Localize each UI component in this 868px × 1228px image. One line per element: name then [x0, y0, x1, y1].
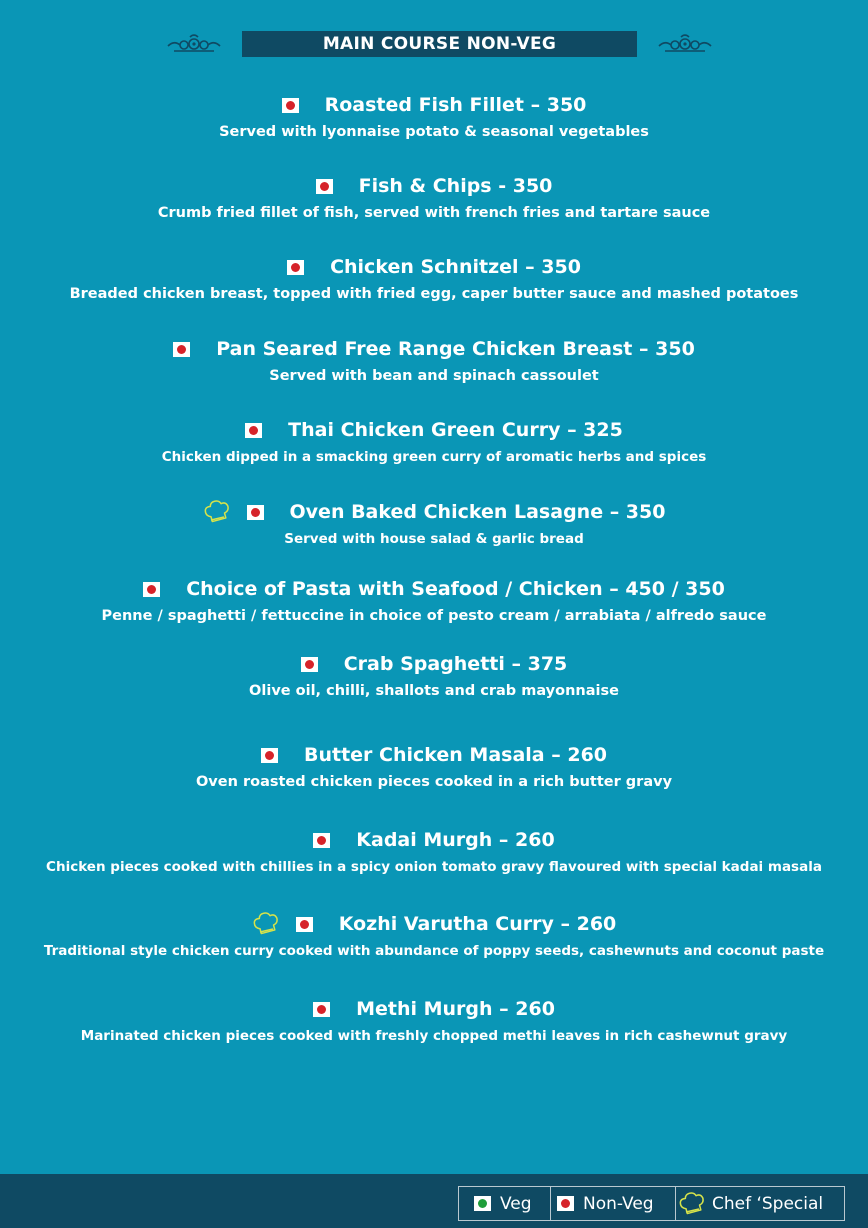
item-description: Chicken dipped in a smacking green curry of aromatic herbs and spices — [161, 449, 707, 465]
item-name: Roasted Fish Fillet – 350 — [324, 94, 587, 116]
non-veg-icon — [282, 98, 299, 113]
page-header — [0, 31, 868, 57]
item-name: Fish & Chips - 350 — [358, 175, 553, 197]
item-name: Chicken Schnitzel – 350 — [330, 256, 581, 278]
non-veg-icon — [247, 505, 264, 520]
legend-chef-special-label: Chef ‘Special — [712, 1193, 824, 1214]
non-veg-icon — [301, 657, 318, 672]
page-title: MAIN COURSE NON-VEG — [322, 34, 557, 54]
non-veg-icon — [313, 1002, 330, 1017]
menu-item — [0, 335, 868, 384]
item-description: Penne / spaghetti / fettuccine in choice of pesto cream / arrabiata / alfredo sauce — [101, 608, 767, 624]
menu-item — [0, 910, 868, 959]
item-description: Chicken pieces cooked with chillies in a spicy onion tomato gravy flavoured with special kadai masala — [46, 859, 822, 875]
item-description: Oven roasted chicken pieces cooked in a rich butter gravy — [195, 774, 673, 790]
non-veg-icon — [313, 833, 330, 848]
non-veg-icon — [245, 423, 262, 438]
legend-veg-label: Veg — [500, 1193, 532, 1214]
item-description: Served with lyonnaise potato & seasonal vegetables — [219, 124, 649, 140]
non-veg-icon — [316, 179, 333, 194]
menu-item — [0, 575, 868, 624]
item-description: Crumb fried fillet of fish, served with french fries and tartare sauce — [157, 205, 711, 221]
menu-item — [0, 741, 868, 790]
non-veg-icon — [143, 582, 160, 597]
item-name: Kadai Murgh – 260 — [356, 829, 555, 851]
legend-non-veg-label: Non-Veg — [583, 1193, 654, 1214]
legend — [458, 1186, 845, 1221]
non-veg-icon — [173, 342, 190, 357]
legend-non-veg — [551, 1187, 675, 1220]
item-name: Kozhi Varutha Curry – 260 — [338, 913, 617, 935]
non-veg-icon — [296, 917, 313, 932]
menu-item — [0, 650, 868, 699]
item-description: Served with bean and spinach cassoulet — [269, 368, 599, 384]
menu-item — [0, 172, 868, 221]
menu-item — [0, 416, 868, 465]
item-name: Methi Murgh – 260 — [356, 998, 555, 1020]
legend-chef-special — [676, 1187, 823, 1220]
non-veg-icon — [287, 260, 304, 275]
title-bar — [242, 31, 637, 57]
item-description: Olive oil, chilli, shallots and crab mayonnaise — [249, 683, 619, 699]
chef-hat-icon — [203, 498, 231, 526]
menu-item — [0, 498, 868, 547]
menu-item — [0, 995, 868, 1044]
non-veg-icon — [557, 1196, 574, 1211]
ornament-left-icon — [164, 31, 224, 57]
chef-hat-icon — [678, 1190, 706, 1218]
legend-veg — [459, 1187, 550, 1220]
item-name: Pan Seared Free Range Chicken Breast – 350 — [216, 338, 695, 360]
ornament-right-icon — [655, 31, 715, 57]
item-description: Traditional style chicken curry cooked with abundance of poppy seeds, cashewnuts and coconut paste — [43, 943, 825, 959]
non-veg-icon — [261, 748, 278, 763]
item-description: Breaded chicken breast, topped with fried egg, caper butter sauce and mashed potatoes — [69, 286, 799, 302]
item-description: Served with house salad & garlic bread — [284, 531, 584, 547]
item-name: Oven Baked Chicken Lasagne – 350 — [289, 501, 666, 523]
chef-hat-icon — [252, 910, 280, 938]
item-name: Thai Chicken Green Curry – 325 — [288, 419, 623, 441]
veg-icon — [474, 1196, 491, 1211]
item-name: Butter Chicken Masala – 260 — [303, 744, 608, 766]
menu-item — [0, 91, 868, 140]
menu-item — [0, 826, 868, 875]
item-name: Crab Spaghetti – 375 — [343, 653, 568, 675]
item-description: Marinated chicken pieces cooked with freshly chopped methi leaves in rich cashewnut gravy — [80, 1028, 788, 1044]
menu-item — [0, 253, 868, 302]
footer — [0, 1174, 868, 1228]
item-name: Choice of Pasta with Seafood / Chicken – 450 / 350 — [186, 578, 725, 600]
